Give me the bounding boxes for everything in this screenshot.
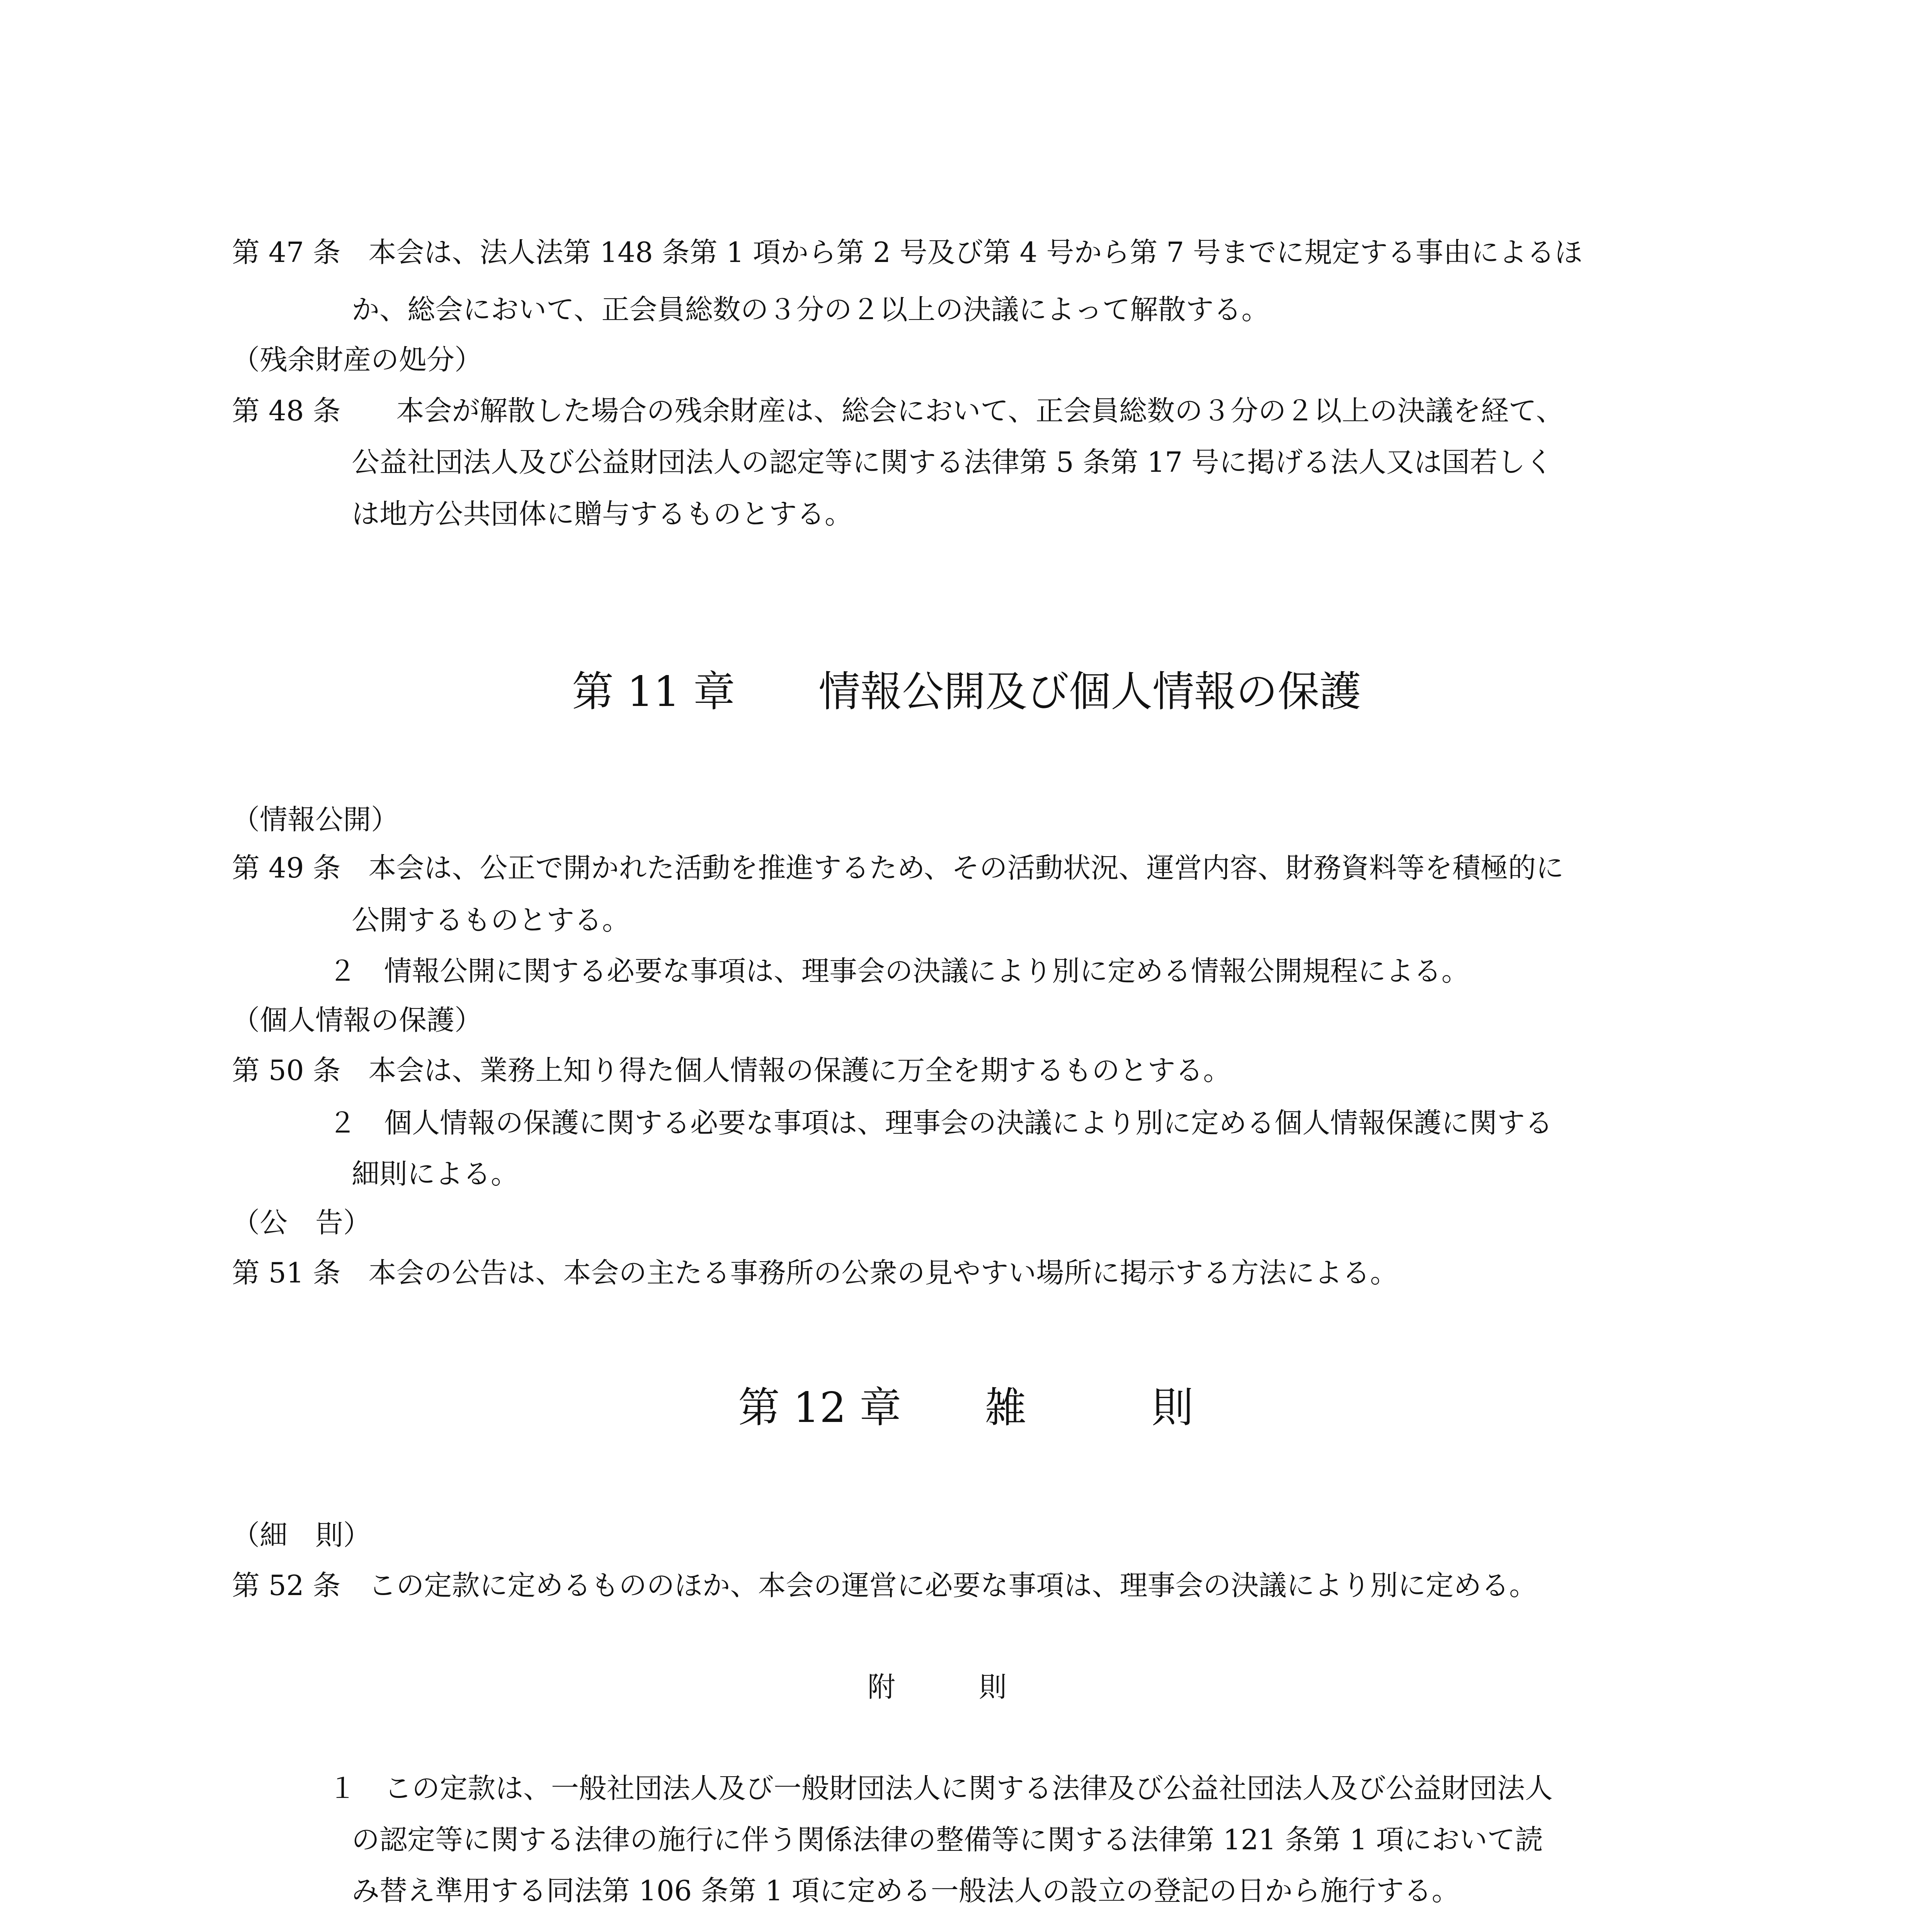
chapter-11-heading: 第 11 章 情報公開及び個人情報の保護 — [572, 668, 1361, 716]
article-48-line-1: 第 48 条 本会が解散した場合の残余財産は、総会において、正会員総数の３分の２以上の決議を経て、 — [232, 395, 1564, 427]
article-52-line-1: 第 52 条 この定款に定めるもののほか、本会の運営に必要な事項は、理事会の決議により別に定める。 — [232, 1569, 1537, 1602]
article-48-line-3: は地方公共団体に贈与するものとする。 — [352, 498, 853, 530]
supplementary-item-1-line-3: み替え準用する同法第 106 条第 1 項に定める一般法人の設立の登記の日から施行する。 — [352, 1874, 1460, 1907]
article-47-line-2: か、総会において、正会員総数の３分の２以上の決議によって解散する。 — [352, 293, 1269, 326]
article-49-caption: （情報公開） — [232, 803, 399, 836]
chapter-12-heading: 第 12 章 雑 則 — [738, 1384, 1194, 1432]
article-47-line-1: 第 47 条 本会は、法人法第 148 条第 1 項から第 2 号及び第 4 号から第 7 号までに規定する事由によるほ — [232, 236, 1582, 269]
article-50-caption: （個人情報の保護） — [232, 1004, 483, 1036]
article-48-caption: （残余財産の処分） — [232, 344, 483, 376]
supplementary-provisions-heading: 附 則 — [868, 1671, 1007, 1703]
article-49-line-1: 第 49 条 本会は、公正で開かれた活動を推進するため、その活動状況、運営内容、財務資料等を積極的に — [232, 852, 1564, 884]
article-49-paragraph-2: ２ 情報公開に関する必要な事項は、理事会の決議により別に定める情報公開規程による。 — [328, 955, 1470, 987]
article-50-line-1: 第 50 条 本会は、業務上知り得た個人情報の保護に万全を期するものとする。 — [232, 1054, 1231, 1087]
supplementary-item-1-line-1: １ この定款は、一般社団法人及び一般財団法人に関する法律及び公益社団法人及び公益財団法人 — [328, 1772, 1553, 1804]
article-52-caption: （細 則） — [232, 1519, 371, 1551]
article-50-paragraph-2-line-1: ２ 個人情報の保護に関する必要な事項は、理事会の決議により別に定める個人情報保護に関する — [328, 1107, 1553, 1139]
article-49-line-2: 公開するものとする。 — [352, 904, 630, 936]
article-48-line-2: 公益社団法人及び公益財団法人の認定等に関する法律第 5 条第 17 号に掲げる法人又は国若しく — [352, 446, 1553, 478]
article-51-caption: （公 告） — [232, 1206, 371, 1239]
supplementary-item-1-line-2: の認定等に関する法律の施行に伴う関係法律の整備等に関する法律第 121 条第 1 項において読 — [352, 1823, 1543, 1856]
article-50-paragraph-2-line-2: 細則による。 — [352, 1158, 519, 1190]
article-51-line-1: 第 51 条 本会の公告は、本会の主たる事務所の公衆の見やすい場所に掲示する方法による。 — [232, 1257, 1398, 1289]
